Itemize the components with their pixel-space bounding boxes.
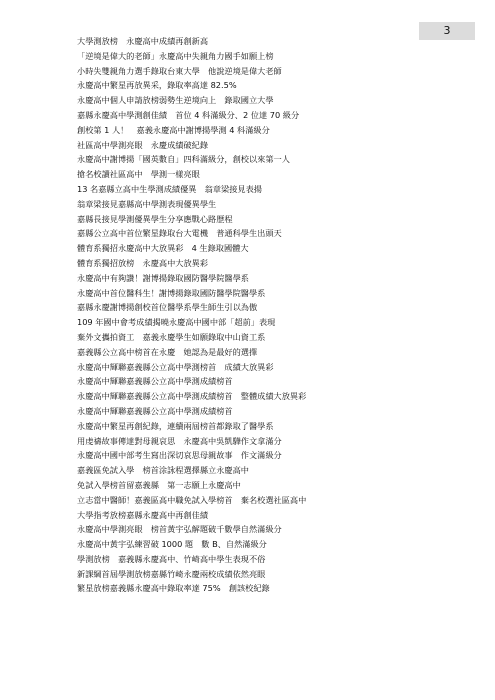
headline-line: 永慶高中首位醫科生！謝博揚錄取國防醫學院醫學系 [77, 287, 266, 298]
headline-line: 永慶高中學測亮眼 榜首黃宇弘解題破千數學自然滿級分 [77, 524, 282, 535]
headline-line: 「逆境是偉大的老師」永慶高中失親角力國手如願上榜 [77, 50, 274, 61]
headline-line: 體育系獨招放榜 永慶高中大放異彩 [77, 257, 209, 268]
headline-line: 嘉縣永慶謝博揚創校首位醫學系學生師生引以為傲 [77, 302, 258, 313]
headline-line: 嘉縣永慶高中學測創佳績 首位 4 科滿級分、2 位達 70 級分 [77, 109, 300, 120]
headline-line: 立志當中醫師！嘉義區高中職免試入學榜首 棄名校選社區高中 [77, 494, 307, 505]
headline-line: 永慶高中輝聯嘉義縣公立高中學測榜首 成績大放異彩 [77, 361, 274, 372]
headline-line: 繁星放榜嘉義縣永慶高中錄取率達 75% 創該校紀錄 [77, 583, 270, 594]
headline-line: 大學測放榜 永慶高中成績再創新高 [77, 36, 209, 46]
headline-line: 嘉縣長接見學測優異學生分享應戰心路歷程 [77, 213, 233, 224]
headline-line: 創校第 1 人！ 嘉義永慶高中謝博揚學測 4 科滿級分 [77, 124, 270, 135]
headline-line: 嘉縣公立高中首位繁星錄取台大電機 普通科學生出頭天 [77, 228, 282, 239]
headline-line: 永慶高中輝聯嘉義縣公立高中學測成績榜首 整體成績大放異彩 [77, 391, 307, 402]
headline-line: 搶名校讀社區高中 學測一樣亮眼 [77, 169, 200, 180]
headline-list [77, 34, 455, 596]
headline-line: 翁章梁接見嘉縣高中學測表現優異學生 [77, 198, 217, 209]
headline-line: 13 名嘉縣立高中生學測成績優異 翁章梁接見表揚 [77, 183, 262, 194]
headline-line: 永慶高中黃宇弘練習破 1000 題 數 B、自然滿級分 [77, 539, 267, 550]
headline-line: 大學指考放榜嘉縣永慶高中再創佳績 [77, 509, 209, 520]
headline-line: 嘉義區免試入學 榜首涂詠程選擇縣立永慶高中 [77, 465, 249, 476]
headline-line: 棄外文攜拍資工 嘉義永慶學生如願錄取中山資工系 [77, 331, 266, 342]
headline-line: 小時失雙親角力選手錄取台東大學 他說逆境是偉大老師 [77, 65, 282, 76]
headline-line: 永慶高中繁星再放異采，錄取率高達 82.5% [77, 80, 237, 91]
headline-line: 嘉義縣公立高中榜首在永慶 她認為是最好的選擇 [77, 346, 258, 357]
headline-line: 永慶高中有夠讚！謝博揚錄取國防醫學院醫學系 [77, 272, 249, 283]
headline-line: 永慶高中繁星再創紀錄，連續兩屆榜首都錄取了醫學系 [77, 420, 274, 431]
headline-line: 社區高中學測亮眼 永慶成績破紀錄 [77, 139, 209, 150]
headline-line: 永慶高中個人申請放榜弱勢生逆境向上 錄取國立大學 [77, 95, 274, 106]
headline-line: 永慶高中謝博揚「國英數自」四科滿級分，創校以來第一人 [77, 154, 290, 165]
headline-line: 109 年國中會考成績揭曉永慶高中國中部「超前」表現 [77, 317, 276, 328]
headline-line: 用虔禱故事傳達對母親哀思 永慶高中吳凱驊作文拿滿分 [77, 435, 282, 446]
headline-line: 永慶高中輝聯嘉義縣公立高中學測成績榜首 [77, 405, 233, 416]
headline-line: 體育系獨招永慶高中大放異彩 4 生錄取國體大 [77, 243, 249, 254]
page-number: 3 [419, 22, 475, 40]
headline-line: 永慶高中國中部考生寫出深切哀思母親故事 作文滿級分 [77, 450, 282, 461]
headline-line: 免試入學榜首留嘉義縣 第一志願上永慶高中 [77, 479, 241, 490]
headline-line: 永慶高中輝聯嘉義縣公立高中學測成績榜首 [77, 376, 233, 387]
headline-line: 新課綱首屆學測放榜嘉縣竹崎永慶兩校成績依然亮眼 [77, 568, 266, 579]
headline-line: 學測放榜 嘉義縣永慶高中、竹崎高中學生表現不俗 [77, 553, 266, 564]
